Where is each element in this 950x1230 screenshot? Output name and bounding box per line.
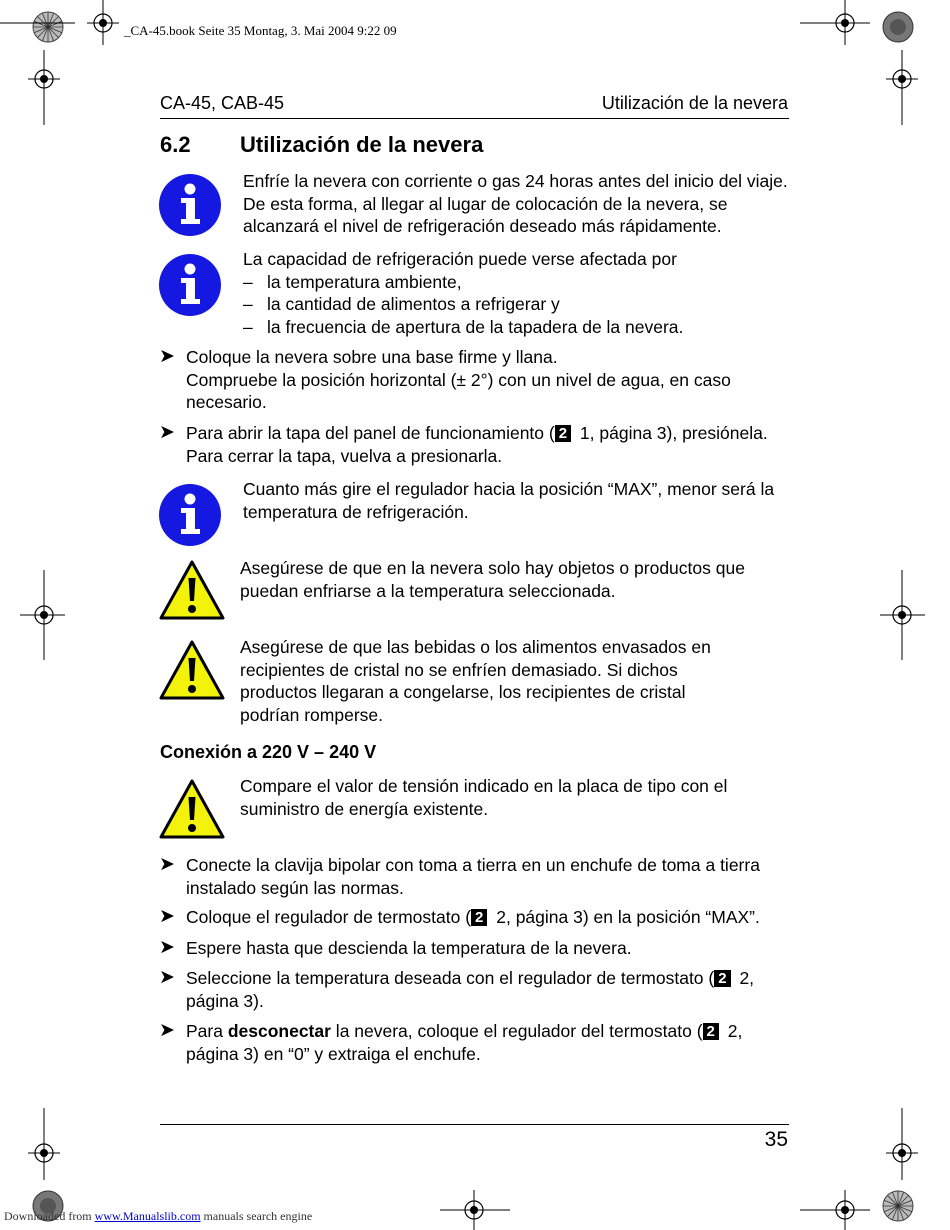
section-title: Utilización de la nevera [240, 132, 484, 157]
step-text: Para abrir la tapa del panel de funcionamiento ( [186, 423, 555, 443]
warning-icon [159, 560, 225, 620]
print-info-line: _CA-45.book Seite 35 Montag, 3. Mai 2004 9:22 09 [124, 23, 397, 38]
footer-prefix: Downloaded from [4, 1209, 95, 1223]
bullet-arrow-icon: ➤ [159, 937, 175, 958]
step-text: Seleccione la temperatura deseada con el regulador de termostato ( [186, 968, 715, 988]
step-set-max [186, 906, 796, 929]
step-text: Coloque el regulador de termostato ( [186, 907, 472, 927]
info-icon [159, 254, 221, 316]
bullet-arrow-icon: ➤ [159, 346, 175, 367]
figure-ref-badge: 2 [555, 425, 571, 442]
warning-glass-containers: Asegúrese de que las bebidas o los alimentos envasados en recipientes de cristal no se enfríen demasiado. Si dichos productos llegaran a congelarse, los recipientes de cristal podrían romperse. [240, 637, 711, 725]
list-item [243, 293, 788, 316]
warning-icon [159, 640, 225, 700]
step-disconnect [186, 1020, 746, 1065]
list-item-text: la frecuencia de apertura de la tapadera de la nevera. [267, 316, 684, 337]
step-wait: Espere hasta que descienda la temperatura de la nevera. [186, 938, 632, 958]
capacity-intro: La capacidad de refrigeración puede verse afectada por [243, 249, 677, 269]
bullet-arrow-icon: ➤ [159, 854, 175, 875]
list-item [243, 316, 788, 339]
step-text: 1, página 3), presiónela. Para cerrar la tapa, vuelva a presionarla. [186, 423, 768, 466]
step-text: 2, página 3) en la posición “MAX”. [491, 907, 760, 927]
warning-voltage: Compare el valor de tensión indicado en la placa de tipo con el suministro de energía existente. [240, 776, 728, 819]
step-open-panel [186, 422, 792, 467]
download-footer [4, 1209, 312, 1224]
step-place-cooler [186, 346, 746, 414]
figure-ref-badge: 2 [714, 970, 730, 987]
dash-symbol: – [243, 294, 253, 315]
figure-ref-badge: 2 [471, 909, 487, 926]
list-item-text: la temperatura ambiente, [267, 271, 462, 292]
list-item [243, 271, 788, 294]
warning-icon [159, 779, 225, 839]
figure-ref-badge: 2 [703, 1023, 719, 1040]
manualslib-link[interactable]: www.Manualslib.com [94, 1209, 201, 1223]
info-note-capacity [243, 248, 788, 338]
header-rule [160, 118, 789, 119]
bullet-arrow-icon: ➤ [159, 422, 175, 443]
dash-symbol: – [243, 316, 253, 337]
step-text: Para [186, 1021, 228, 1041]
bullet-arrow-icon: ➤ [159, 906, 175, 927]
bullet-arrow-icon: ➤ [159, 967, 175, 988]
step-text: 2, página 3). [186, 968, 755, 1011]
header-chapter: Utilización de la nevera [601, 93, 788, 113]
bullet-arrow-icon: ➤ [159, 1020, 175, 1041]
footer-rule [160, 1124, 789, 1125]
step-line: Coloque la nevera sobre una base firme y llana. [186, 347, 558, 367]
info-icon [159, 484, 221, 546]
list-item-text: la cantidad de alimentos a refrigerar y [267, 294, 560, 315]
page-number: 35 [764, 1128, 788, 1151]
info-icon [159, 174, 221, 236]
step-text: la nevera, coloque el regulador del termostato ( [330, 1021, 703, 1041]
step-connect-plug: Conecte la clavija bipolar con toma a tierra en un enchufe de toma a tierra instalado según las normas. [186, 855, 760, 898]
warning-allowed-items: Asegúrese de que en la nevera solo hay objetos o productos que puedan enfriarse a la temperatura seleccionada. [240, 558, 745, 601]
subheading-power: Conexión a 220 V – 240 V [160, 742, 377, 762]
dash-symbol: – [243, 271, 253, 292]
info-note-preparation: Enfríe la nevera con corriente o gas 24 horas antes del inicio del viaje. De esta forma, al llegar al lugar de colocación de la nevera, se alcanzará el nivel de refrigeración deseado más rápidamente. [243, 171, 788, 237]
step-text: 2, página 3) en “0” y extraiga el enchufe. [186, 1021, 743, 1064]
step-line: Compruebe la posición horizontal (± 2°) con un nivel de agua, en caso necesario. [186, 369, 731, 413]
section-number: 6.2 [160, 132, 191, 157]
step-emphasis: desconectar [227, 1021, 331, 1041]
info-note-regulator: Cuanto más gire el regulador hacia la posición “MAX”, menor será la temperatura de refrigeración. [243, 479, 775, 522]
step-select-temperature [186, 967, 756, 1012]
header-model: CA-45, CAB-45 [160, 93, 285, 113]
footer-suffix: manuals search engine [200, 1209, 313, 1223]
